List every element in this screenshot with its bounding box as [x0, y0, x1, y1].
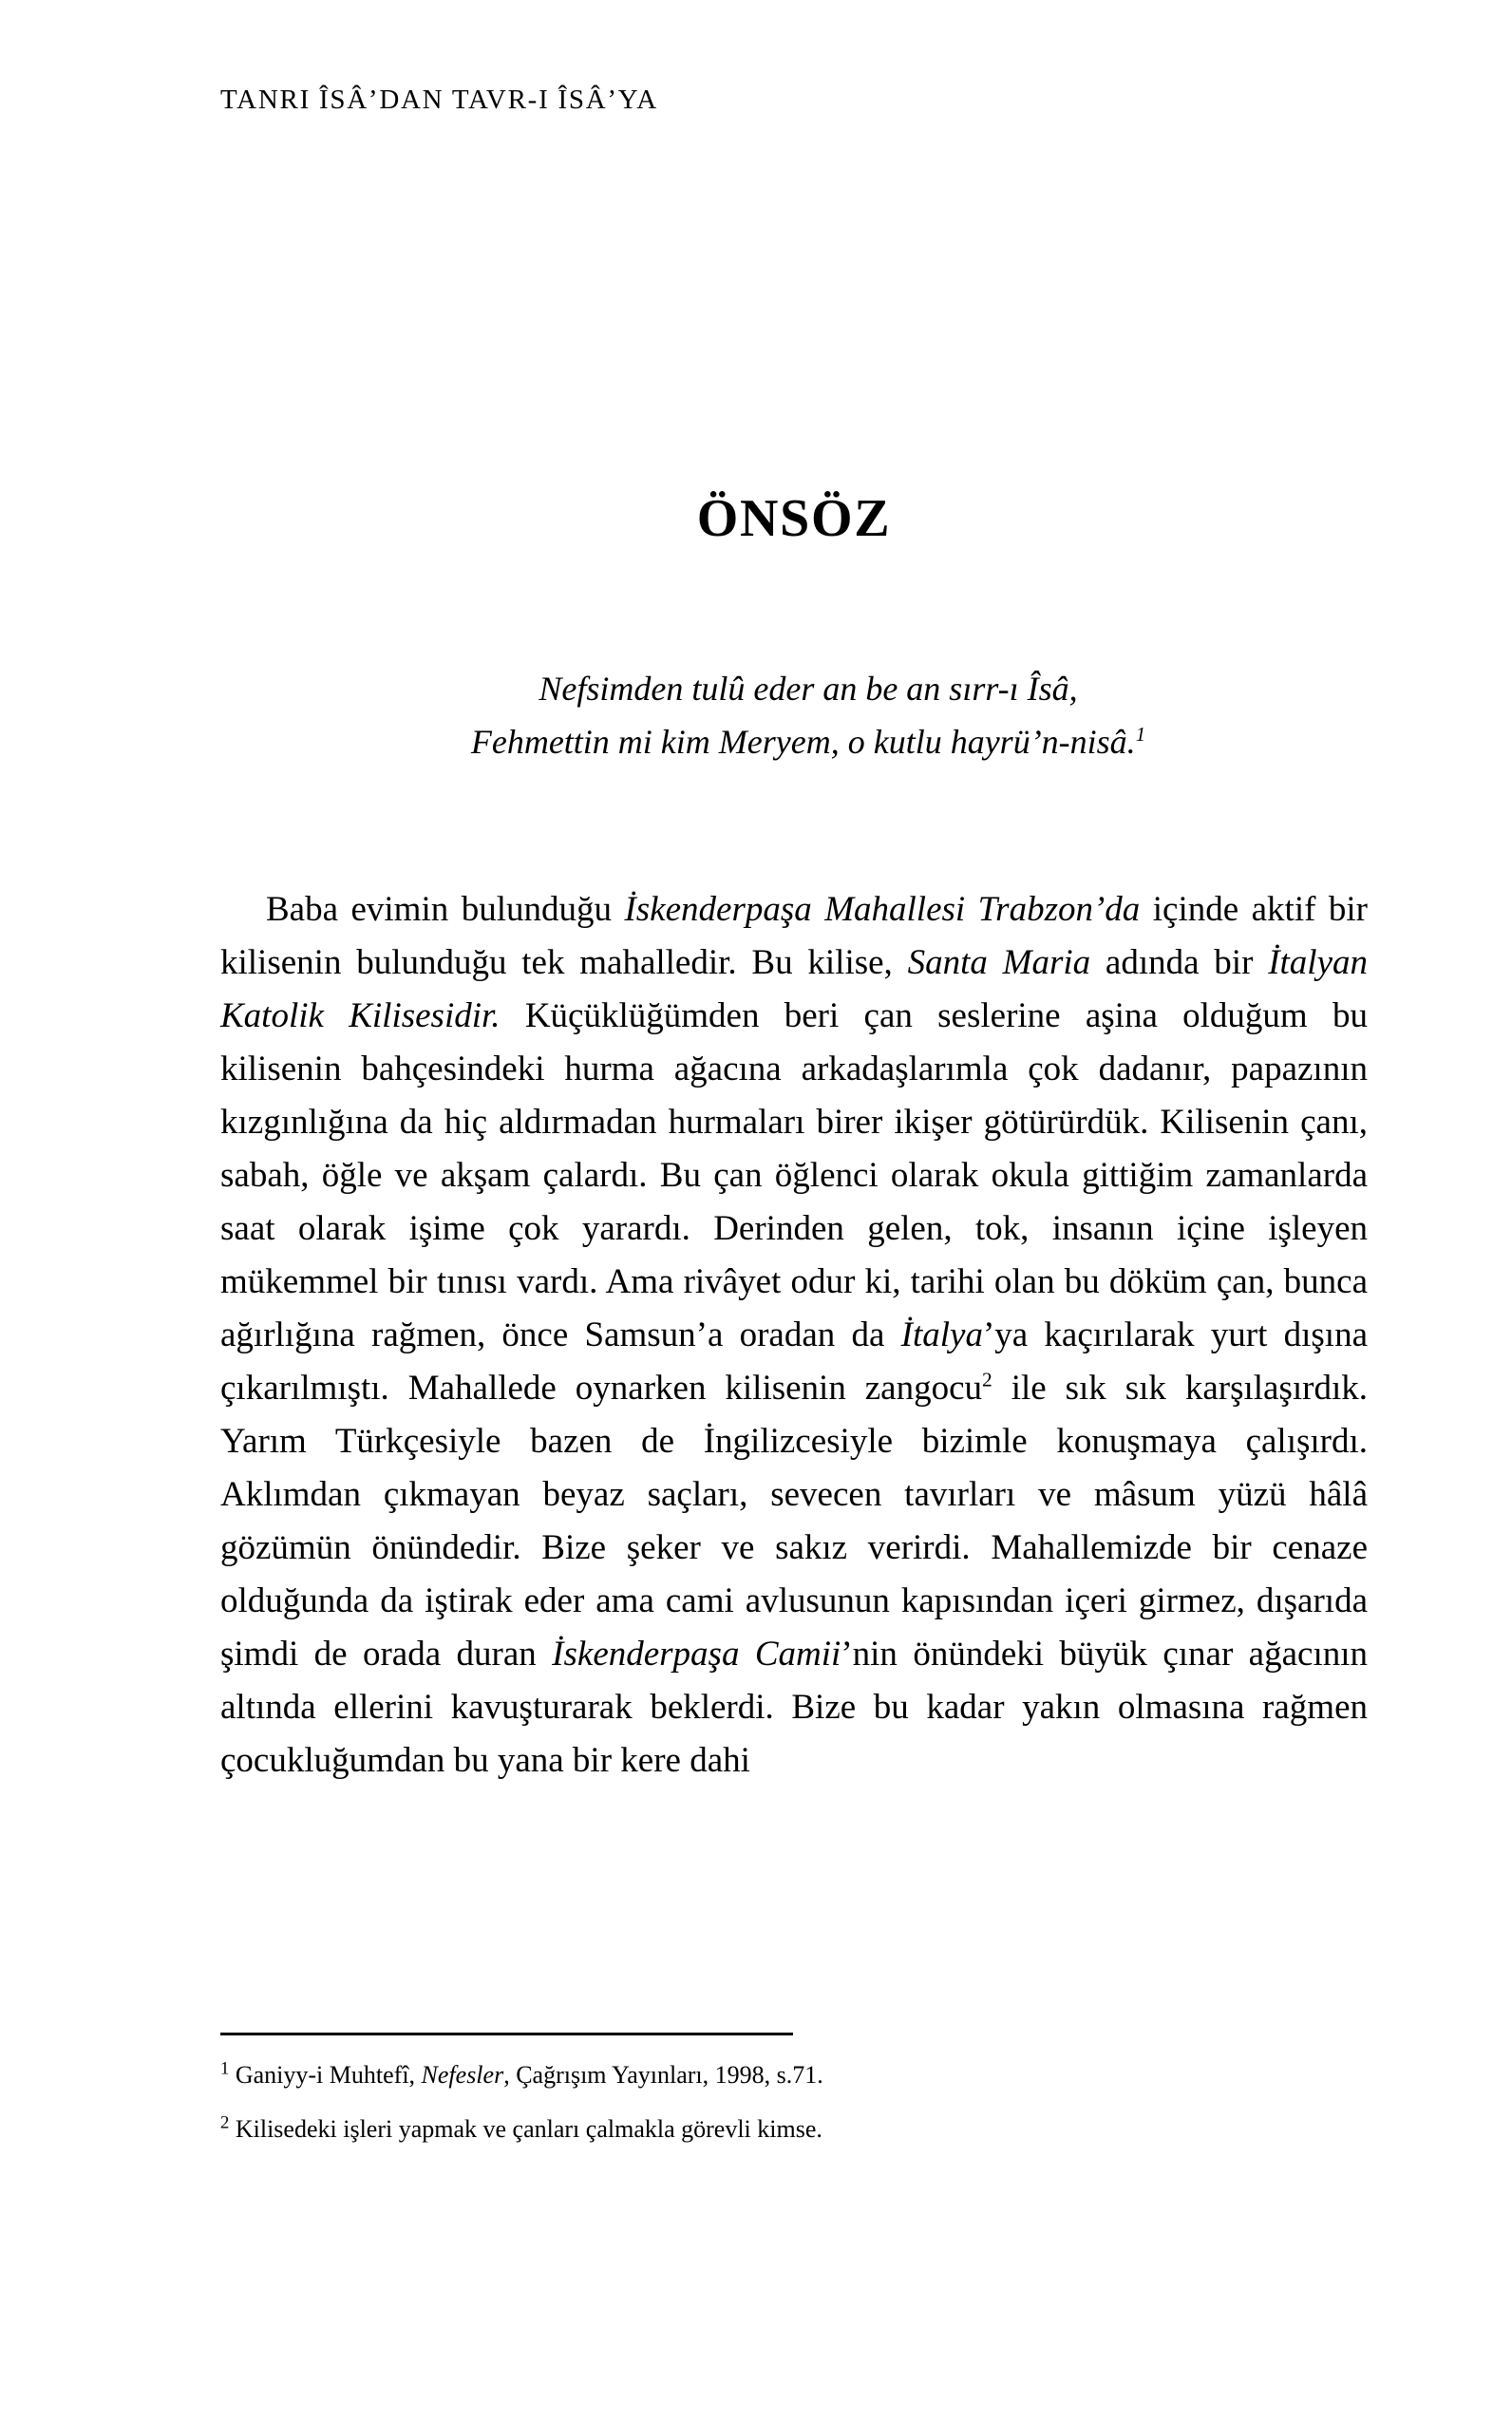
epigraph-line-2-text: Fehmettin mi kim Meryem, o kutlu hayrü’n-nisâ. [470, 722, 1136, 761]
body-italic-italyan-katolik-kilisesidir: İtalyan Katolik Kilisesidir. [220, 943, 1368, 1035]
footnote-1-part-2: , Çağrışım Yayınları, 1998, s.71. [503, 2061, 823, 2089]
page-title: ÖNSÖZ [696, 488, 892, 548]
running-header: TANRI ÎSÂ’DAN TAVR-I ÎSÂ’YA [220, 85, 658, 115]
footnote-marker-1[interactable]: 1 [1135, 722, 1146, 746]
body-segment-9: ’ya kaçırılarak yurt dışına çıkarılmıştı. Mahallede oynarken kilisenin zangocu [220, 1315, 1368, 1408]
footnote-separator-rule [220, 2033, 793, 2035]
body-segment-1: Baba evimin bulunduğu [266, 890, 625, 929]
footnote-marker-2[interactable]: 2 [982, 1368, 992, 1391]
body-segment-7: Küçüklüğümden beri çan seslerine aşina olduğum bu kilisenin bahçesindeki hurma ağacına arkadaşlarımla çok dadanır, papazının kızgınlığına da hiç aldırmadan hurmaları birer ikişer götürürdük. Kilisenin çanı, sabah, öğle ve akşam çalardı. Bu çan öğlenci olarak okula gittiğim zamanlarda saat olarak işime çok yarardı. Derinden gelen, tok, insanın içine işleyen mükemmel bir tınısı vardı. Ama rivâyet odur ki, tarihi olan bu döküm çan, bunca ağırlığına rağmen, önce Samsun’a oradan da [220, 996, 1368, 1354]
footnote-2-part-1: Kilisedeki işleri yapmak ve çanları çalmakla görevli kimse. [229, 2115, 822, 2144]
footnote-1-part-1: Ganiyy-i Muhtefî, [229, 2061, 422, 2089]
body-italic-iskenderpasa-camii: İskenderpaşa Camii [552, 1635, 841, 1674]
body-paragraph [220, 883, 1368, 1788]
body-segment-12: ’nin önündeki büyük çınar ağacının altında ellerini kavuşturarak beklerdi. Bize bu kadar yakın olmasına rağmen çocukluğumdan bu yana bir kere dahi [220, 1635, 1369, 1780]
footnote-2-marker: 2 [220, 2112, 230, 2133]
body-segment-10: ile sık sık karşılaşırdık. Yarım Türkçesiyle bazen de İngilizcesiyle bizimle konuşmaya çalışırdı. Aklımdan çıkmayan beyaz saçları, sevecen tavırları ve mâsum yüzü hâlâ gözümün önündedir. Bize şeker ve sakız verirdi. Mahallemizde bir cenaze olduğunda da iştirak eder ama cami avlusunun kapısından içeri girmez, dışarıda şimdi de orada duran [220, 1369, 1368, 1674]
footnote-area [220, 2033, 1368, 2167]
epigraph [220, 663, 1368, 769]
body-italic-santa-maria: Santa Maria [907, 943, 1091, 982]
epigraph-line-1: Nefsimden tulû eder an be an sırr-ı Îsâ, [539, 670, 1078, 708]
body-segment-3: içinde aktif bir kilisenin bulunduğu tek mahalledir. Bu kilise, [220, 890, 1368, 982]
body-italic-italya: İtalya [900, 1315, 983, 1354]
body-italic-iskenderpasa-mahallesi: İskenderpaşa Mahallesi Trabzon’da [624, 890, 1141, 929]
body-segment-5: adında bir [1090, 943, 1269, 982]
footnote-1 [220, 2058, 1368, 2091]
footnote-1-marker: 1 [220, 2058, 230, 2079]
epigraph-line-2 [220, 716, 1368, 769]
footnote-1-italic-title: Nefesler [421, 2061, 504, 2089]
footnote-2 [220, 2112, 1368, 2146]
